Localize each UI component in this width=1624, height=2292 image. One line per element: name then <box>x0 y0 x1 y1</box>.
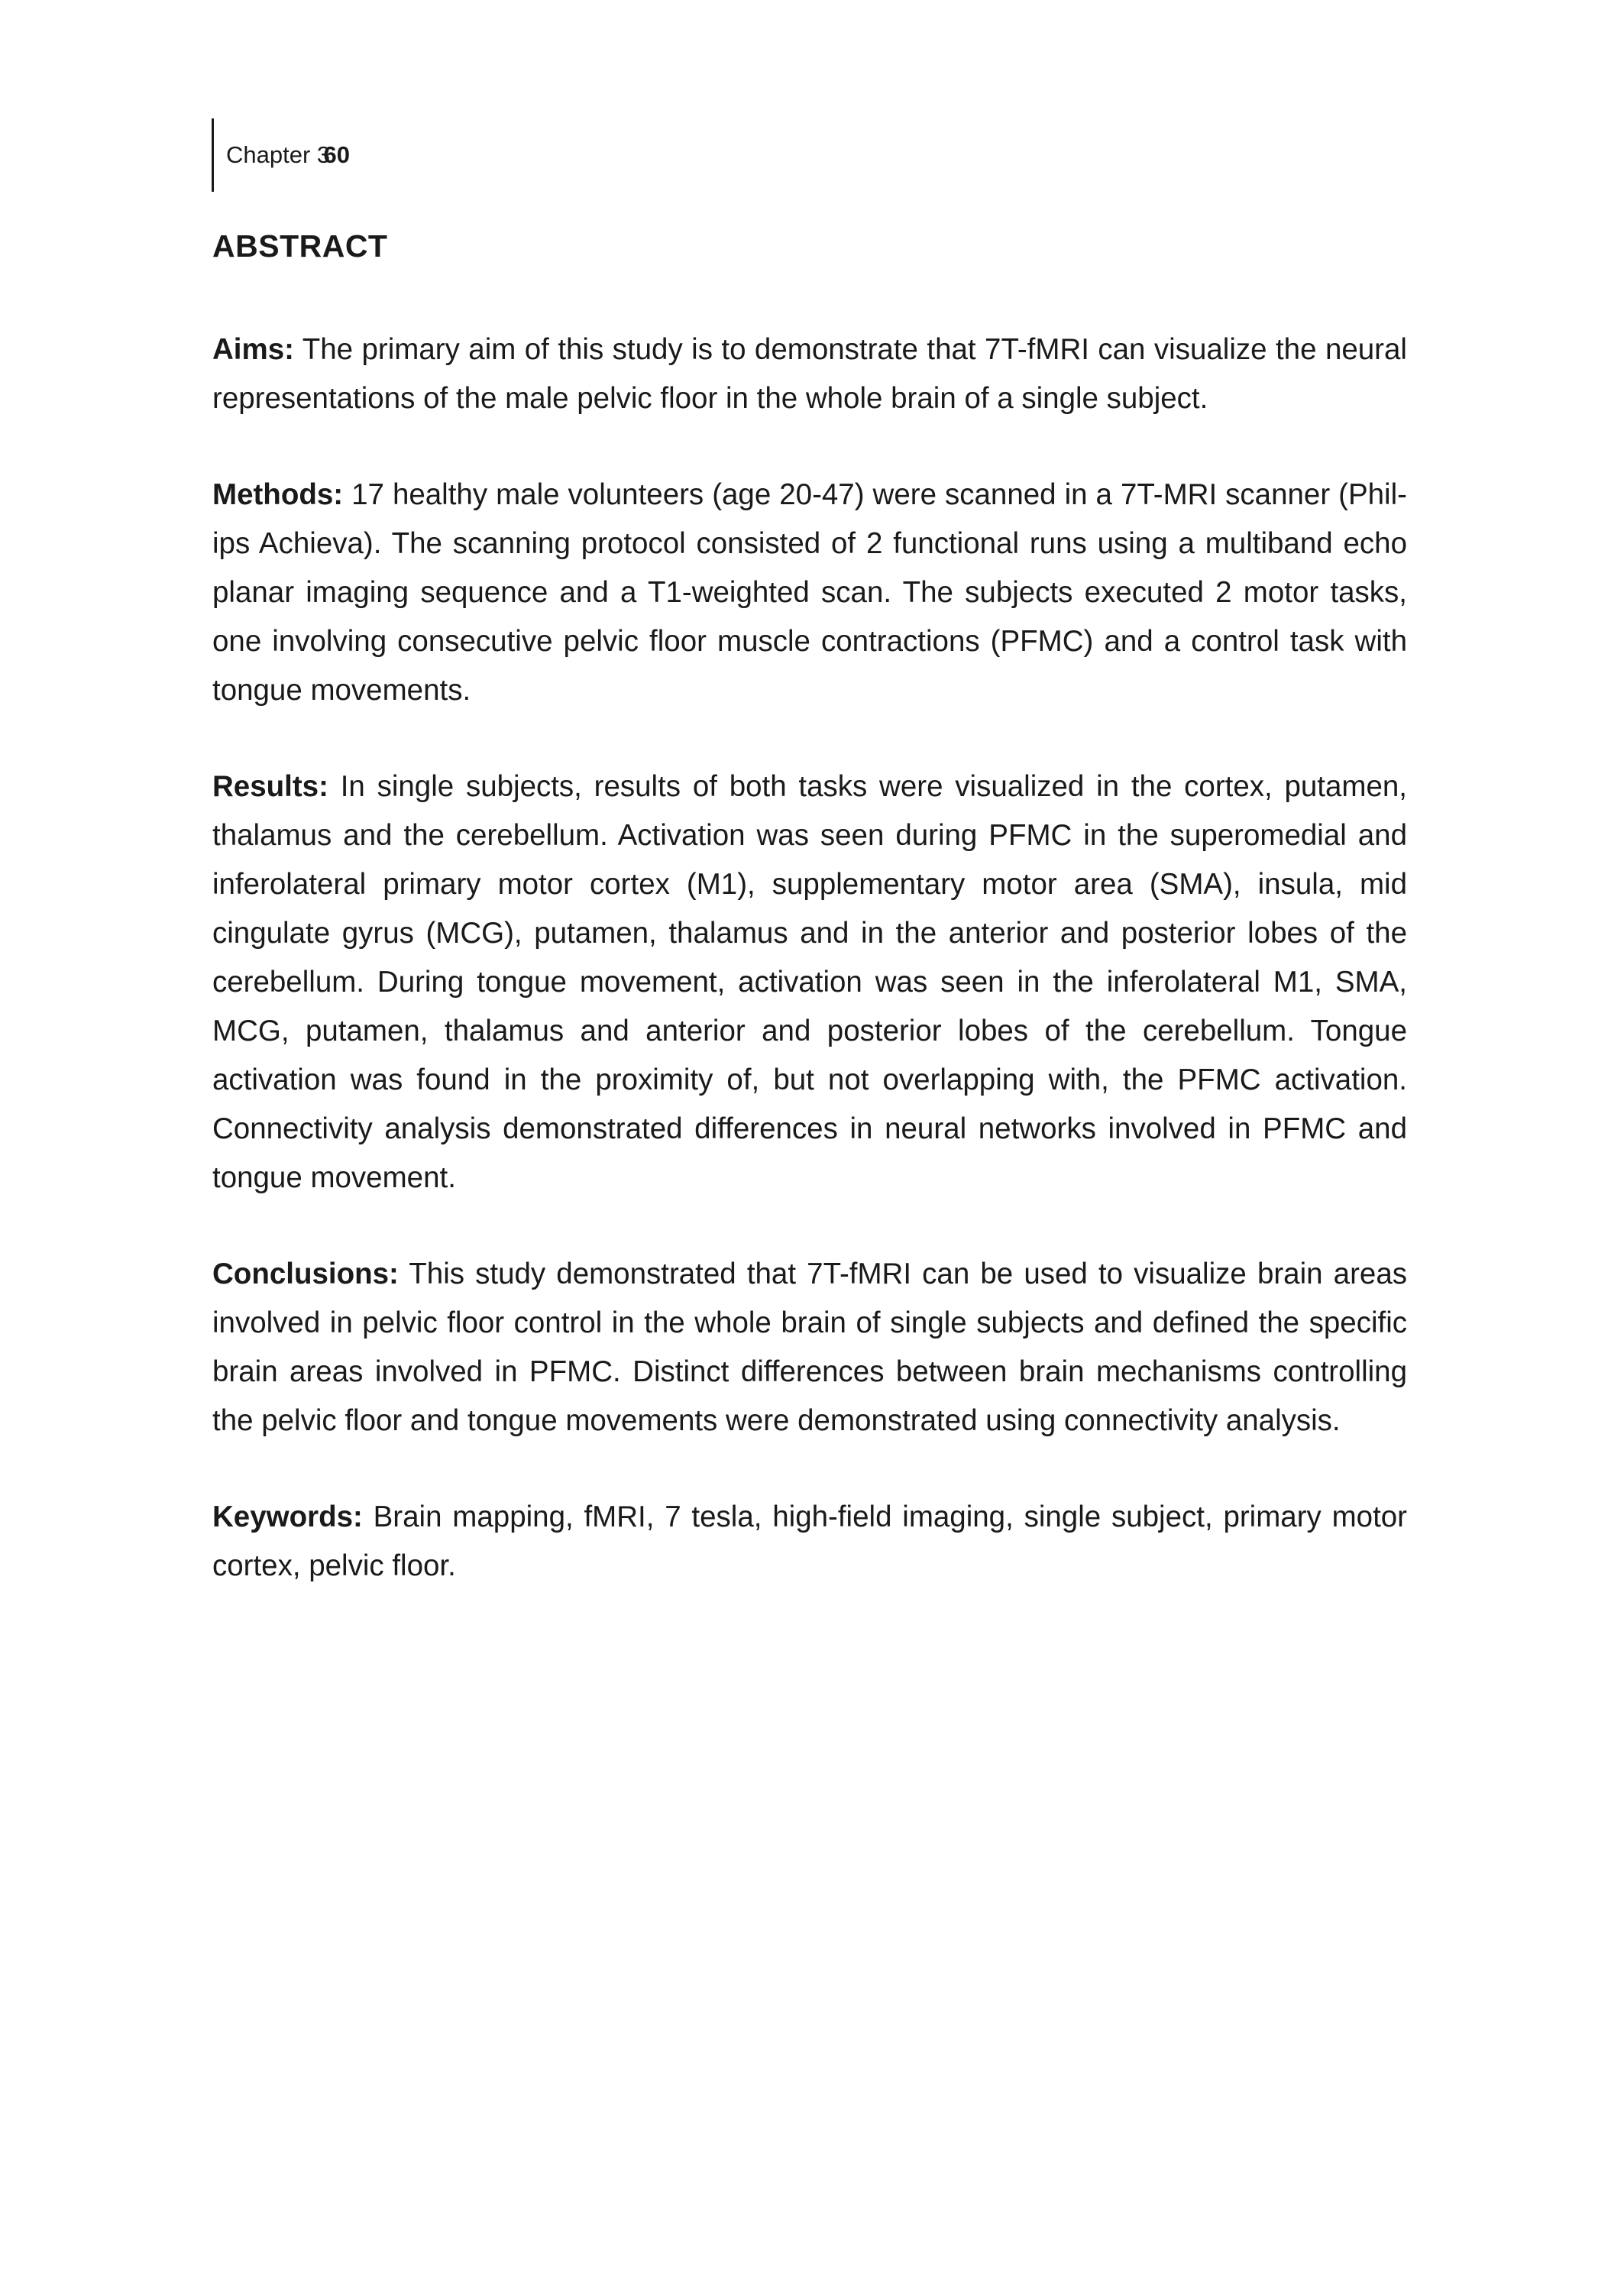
keywords-label: Keywords: <box>212 1500 363 1533</box>
abstract-title: ABSTRACT <box>212 228 388 264</box>
aims-label: Aims: <box>212 333 294 366</box>
page-number: 60 <box>323 141 350 168</box>
results-paragraph <box>212 762 1407 1203</box>
results-label: Results: <box>212 770 328 803</box>
keywords-paragraph <box>212 1493 1407 1591</box>
keywords-text: Brain mapping, fMRI, 7 tesla, high-field imaging, single subject, primary motor cortex, pelvic floor. <box>212 1500 1407 1582</box>
conclusions-label: Conclusions: <box>212 1258 399 1290</box>
aims-paragraph <box>212 325 1407 423</box>
conclusions-paragraph <box>212 1250 1407 1445</box>
chapter-label: Chapter 3 <box>226 141 331 168</box>
methods-text: 17 healthy male volunteers (age 20-47) were scanned in a 7T-MRI scanner (Philips Achieva). The scanning protocol consisted of 2 functional runs using a multiband echo planar imaging sequence and a T1-weighted scan. The subjects executed 2 motor tasks, one involving consecutive pelvic floor muscle contractions (PFMC) and a control task with tongue movements. <box>212 478 1407 707</box>
abstract-content <box>212 226 1407 1638</box>
methods-paragraph <box>212 471 1407 715</box>
running-head <box>153 118 458 192</box>
results-text: In single subjects, results of both tasks were visualized in the cortex, putamen, thalamus and the cerebellum. Activation was seen during PFMC in the superomedial and inferolateral primary motor cortex (M1), supplementary motor area (SMA), insula, mid cingulate gyrus (MCG), putamen, thalamus and in the anterior and posterior lobes of the cerebellum. During tongue movement, activation was seen in the inferolateral M1, SMA, MCG, putamen, thalamus and anterior and posterior lobes of the cerebellum. Tongue activation was found in the proximity of, but not overlapping with, the PFMC activation. Connectivity analysis demonstrated differences in neural networks involved in PFMC and tongue movement. <box>212 770 1407 1194</box>
aims-text: The primary aim of this study is to demonstrate that 7T-fMRI can visualize the neural representations of the male pelvic floor in the whole brain of a single subject. <box>212 333 1407 415</box>
header-divider <box>212 118 214 192</box>
methods-label: Methods: <box>212 478 344 511</box>
conclusions-text: This study demonstrated that 7T-fMRI can be used to visualize brain areas involved in pelvic floor control in the whole brain of single subjects and defined the specific brain areas involved in PFMC. Distinct differences between brain mechanisms controlling the pelvic floor and tongue movements were demonstrated using connectivity analysis. <box>212 1258 1407 1437</box>
